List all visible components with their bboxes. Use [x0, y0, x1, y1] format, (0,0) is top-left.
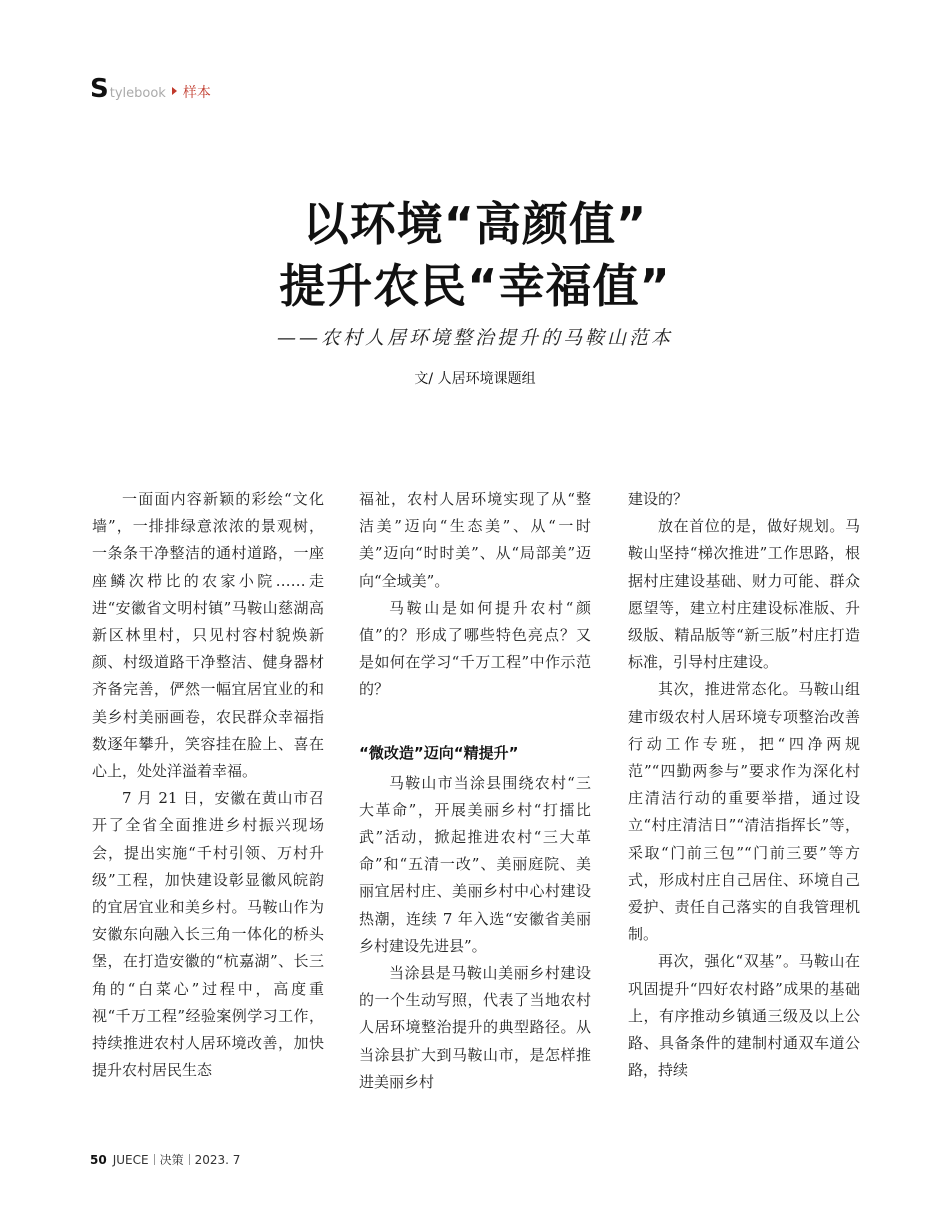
magazine-name-cn: 决策	[159, 1153, 184, 1167]
title-line-2: 提升农民“幸福值”	[279, 259, 671, 313]
paragraph: 建设的？	[628, 490, 689, 508]
page-footer	[90, 1151, 240, 1168]
paragraph: 7 月 21 日，安徽在黄山市召开了全省全面推进乡村振兴现场会，提出实施“千村引领、万村升级”工程，加快建设彰显徽风皖韵的宜居宜业和美乡村。马鞍山作为安徽东向融入长三角一体化的桥头堡，在打造安徽的“杭嘉湖”、长三角的“白菜心”过程中，高度重视“千万工程”经验案例学习工作，持续推进农村人居环境改善，加快提升农村居民生态	[92, 789, 324, 1080]
paragraph: 马鞍山是如何提升农村“颜值”的？形成了哪些特色亮点？又是如何在学习“千万工程”中作示范的？	[359, 598, 591, 699]
page-number: 50	[90, 1152, 107, 1167]
article-column-2	[359, 486, 591, 1096]
paragraph: 当涂县是马鞍山美丽乡村建设的一个生动写照，代表了当地农村人居环境整治提升的典型路径。从当涂县扩大到马鞍山市，是怎样推进美丽乡村	[359, 964, 591, 1091]
paragraph: 再次，强化“双基”。马鞍山在巩固提升“四好农村路”成果的基础上，有序推动乡镇通三级及以上公路、具备条件的建制村通双车道公路，持续	[628, 952, 860, 1080]
paragraph: 放在首位的是，做好规划。马鞍山坚持“梯次推进”工作思路，根据村庄建设基础、财力可能、群众愿望等，建立村庄建设标准版、升级版、精品版等“新三版”村庄打造标准，引导村庄建设。	[628, 517, 860, 672]
section-label: 样本	[182, 85, 211, 101]
article-column-3	[628, 486, 860, 1084]
section-heading: “微改造”迈向“精提升”	[359, 743, 519, 762]
logo-initial: S	[90, 74, 109, 104]
subtitle: ——农村人居环境整治提升的马鞍山范本	[276, 327, 673, 349]
paragraph: 马鞍山市当涂县围绕农村“三大革命”，开展美丽乡村“打擂比武”活动，掀起推进农村“三大革命”和“五清一改”、美丽庭院、美丽宜居村庄、美丽乡村中心村建设热潮，连续 7 年入选“安徽省美丽乡村建设先进县”。	[359, 773, 591, 955]
title-line-1: 以环境“高颜值”	[302, 197, 648, 251]
paragraph: 一面面内容新颖的彩绘“文化墙”，一排排绿意浓浓的景观树，一条条干净整洁的通村道路，一座座鳞次栉比的农家小院……走进“安徽省文明村镇”马鞍山慈湖高新区林里村，只见村容村貌焕新颜、村级道路干净整洁、健身器材齐备完善，俨然一幅宜居宜业的和美乡村美丽画卷，农民群众幸福指数逐年攀升，笑容挂在脸上、喜在心上，处处洋溢着幸福。	[92, 490, 324, 781]
logo-text: tylebook	[109, 86, 166, 101]
divider	[154, 1154, 155, 1165]
byline: 文/ 人居环境课题组	[414, 371, 536, 387]
page-header	[90, 74, 211, 104]
paragraph: 福祉，农村人居环境实现了从“整洁美”迈向“生态美”、从“一时美”迈向“时时美”、从“局部美”迈向“全域美”。	[359, 490, 591, 590]
magazine-name-en: JUECE	[112, 1152, 149, 1167]
divider	[189, 1154, 190, 1165]
issue-date: 2023. 7	[194, 1152, 241, 1167]
article-column-1	[92, 486, 324, 1084]
triangle-arrow-icon	[172, 87, 177, 95]
paragraph: 其次，推进常态化。马鞍山组建市级农村人居环境专项整治改善行动工作专班，把“四净两规范”“四勤两参与”要求作为深化村庄清洁行动的重要举措，通过设立“村庄清洁日”“清洁指挥长”等，采取“门前三包”“门前三要”等方式，形成村庄自己居住、环境自己爱护、责任自己落实的自我管理机制。	[628, 680, 860, 944]
